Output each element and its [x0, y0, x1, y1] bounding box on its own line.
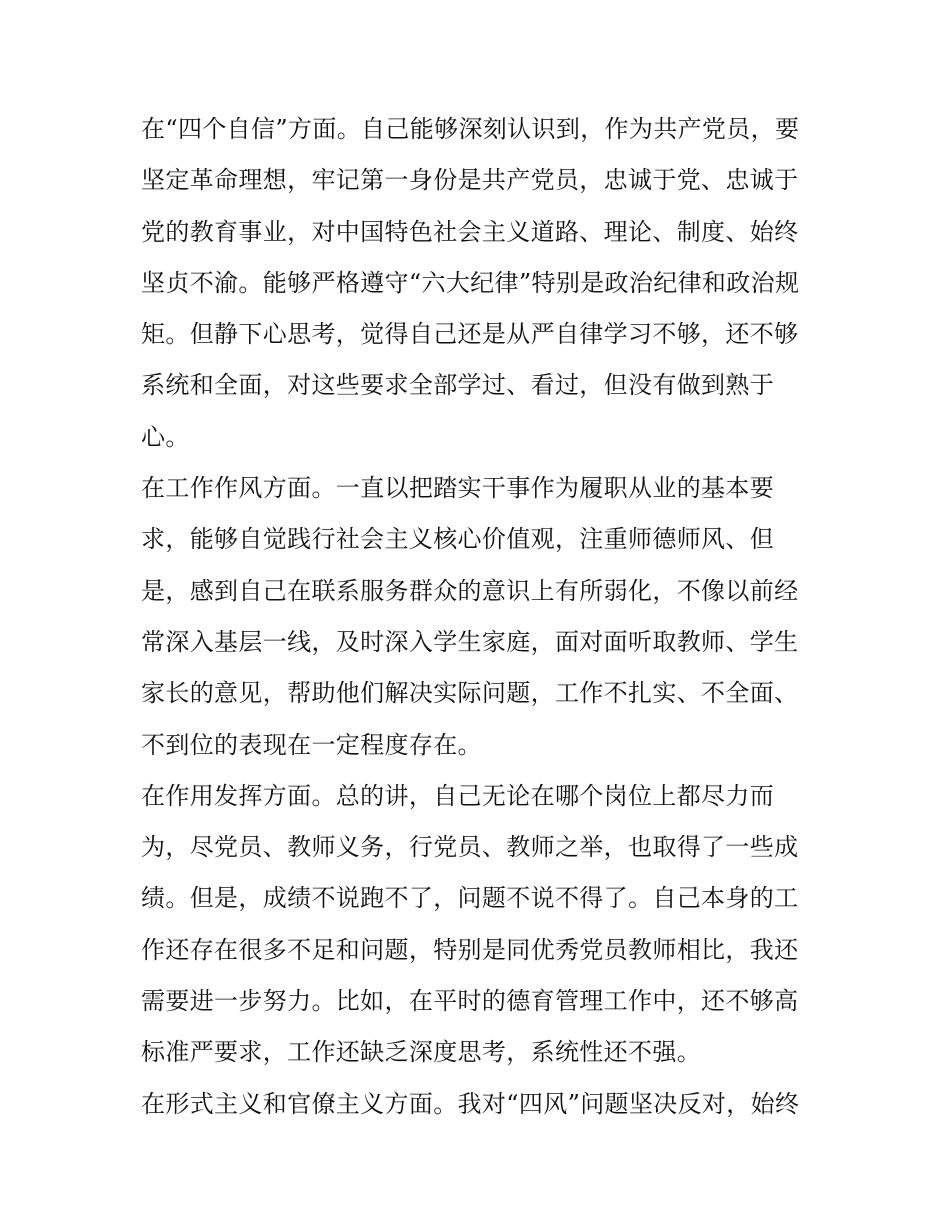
text-line: 在作用发挥方面。总的讲，自己无论在哪个岗位上都尽力而 — [141, 781, 775, 810]
text-line: 不到位的表现在一定程度存在。 — [141, 730, 482, 759]
text-line: 坚贞不渝。能够严格遵守“六大纪律”特别是政治纪律和政治规 — [141, 268, 800, 297]
text-line: 求，能够自觉践行社会主义核心价值观，注重师德师风、但 — [141, 525, 775, 554]
text-line: 系统和全面，对这些要求全部学过、看过，但没有做到熟于 — [141, 371, 775, 400]
document-body — [141, 108, 831, 1134]
text-line: 党的教育事业，对中国特色社会主义道路、理论、制度、始终 — [141, 217, 799, 246]
text-line: 心。 — [141, 422, 190, 451]
text-line: 作还存在很多不足和问题，特别是同优秀党员教师相比，我还 — [141, 935, 799, 964]
text-line: 需要进一步努力。比如，在平时的德育管理工作中，还不够高 — [141, 987, 799, 1016]
text-line: 矩。但静下心思考，觉得自己还是从严自律学习不够，还不够 — [141, 320, 799, 349]
text-line: 在工作作风方面。一直以把踏实干事作为履职从业的基本要 — [141, 474, 775, 503]
text-line: 标准严要求，工作还缺乏深度思考，系统性还不强。 — [141, 1038, 702, 1067]
text-line: 常深入基层一线，及时深入学生家庭，面对面听取教师、学生 — [141, 627, 799, 656]
text-line: 绩。但是，成绩不说跑不了，问题不说不得了。自己本身的工 — [141, 884, 799, 913]
text-line: 坚定革命理想，牢记第一身份是共产党员，忠诚于党、忠诚于 — [141, 166, 799, 195]
text-line: 在形式主义和官僚主义方面。我对“四风”问题坚决反对，始终 — [141, 1089, 800, 1118]
text-line: 在“四个自信”方面。自己能够深刻认识到，作为共产党员，要 — [141, 115, 800, 143]
text-line: 为，尽党员、教师义务，行党员、教师之举，也取得了一些成 — [141, 833, 799, 862]
text-line: 是，感到自己在联系服务群众的意识上有所弱化，不像以前经 — [141, 576, 799, 605]
text-line: 家长的意见，帮助他们解决实际问题，工作不扎实、不全面、 — [141, 679, 799, 708]
